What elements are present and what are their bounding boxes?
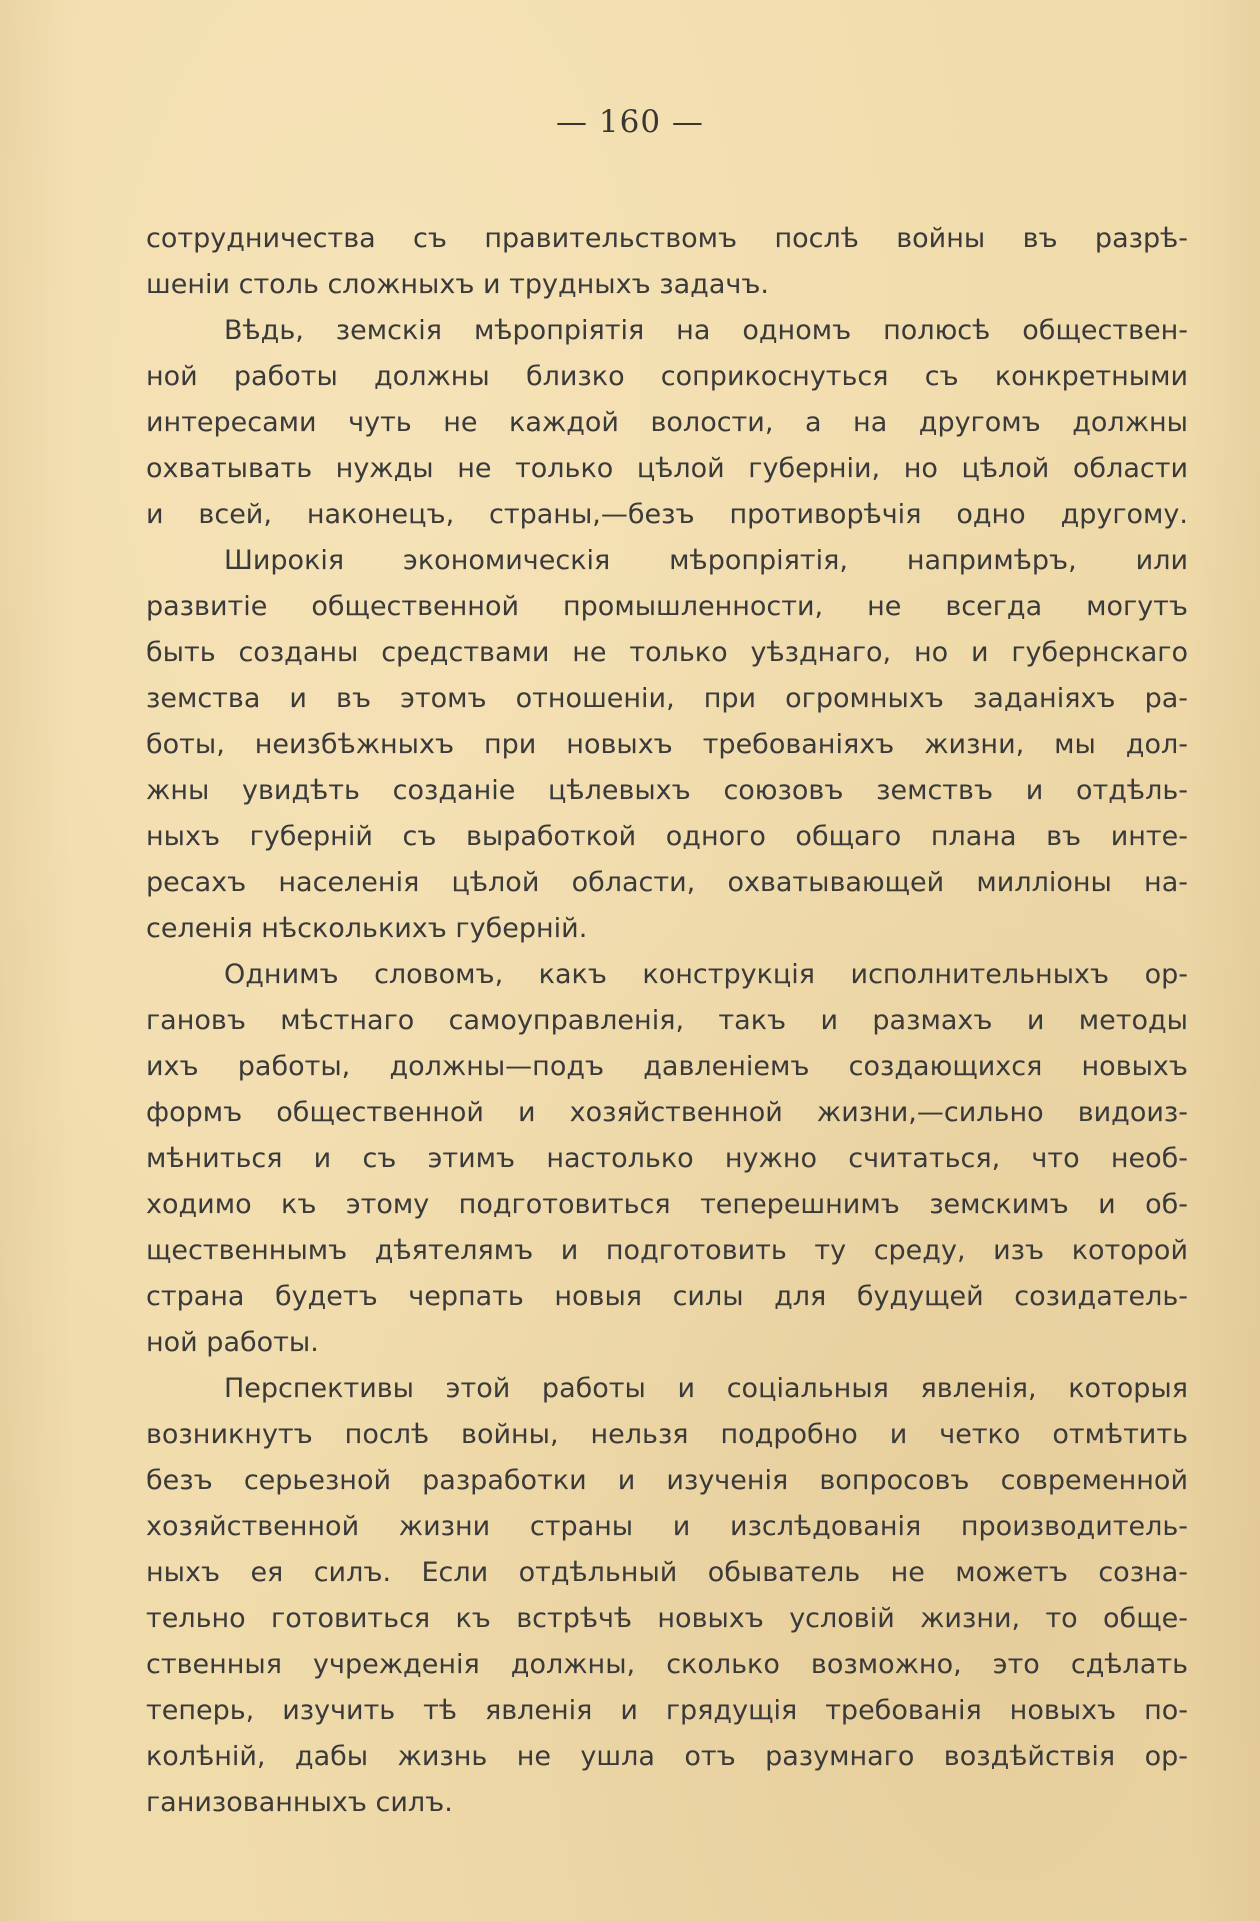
paragraph <box>146 538 1188 952</box>
text-line: Широкія экономическія мѣропріятія, напримѣръ, или <box>224 545 1188 576</box>
text-line: ресахъ населенія цѣлой области, охватывающей милліоны на- <box>146 867 1188 898</box>
text-line: ной работы должны близко соприкоснуться съ конкретными <box>146 361 1188 392</box>
text-line: шеніи столь сложныхъ и трудныхъ задачъ. <box>146 269 769 300</box>
text-line: страна будетъ черпать новыя силы для будущей созидатель- <box>146 1281 1188 1312</box>
text-line: ходимо къ этому подготовиться теперешнимъ земскимъ и об- <box>146 1189 1188 1220</box>
text-line: жны увидѣть созданіе цѣлевыхъ союзовъ земствъ и отдѣль- <box>146 775 1188 806</box>
text-line: Однимъ словомъ, какъ конструкція исполнительныхъ ор- <box>224 959 1188 990</box>
text-line: безъ серьезной разработки и изученія вопросовъ современной <box>146 1465 1188 1496</box>
text-line: Вѣдь, земскія мѣропріятія на одномъ полюсѣ обществен- <box>224 315 1188 346</box>
text-line: гановъ мѣстнаго самоуправленія, такъ и размахъ и методы <box>146 1005 1188 1036</box>
body-text <box>146 216 1188 1826</box>
text-line: хозяйственной жизни страны и изслѣдованія производитель- <box>146 1511 1188 1542</box>
text-line: земства и въ этомъ отношеніи, при огромныхъ заданіяхъ ра- <box>146 683 1188 714</box>
text-line: ганизованныхъ силъ. <box>146 1787 453 1818</box>
text-line: развитіе общественной промышленности, не всегда могутъ <box>146 591 1188 622</box>
text-line: ной работы. <box>146 1327 319 1358</box>
paragraph <box>146 1366 1188 1826</box>
text-line: ихъ работы, должны—подъ давленіемъ создающихся новыхъ <box>146 1051 1188 1082</box>
text-line: теперь, изучить тѣ явленія и грядущія требованія новыхъ по- <box>146 1695 1188 1726</box>
text-line: ныхъ ея силъ. Если отдѣльный обыватель не можетъ созна- <box>146 1557 1188 1588</box>
text-line: колѣній, дабы жизнь не ушла отъ разумнаго воздѣйствія ор- <box>146 1741 1188 1772</box>
text-line: ственныя учрежденія должны, сколько возможно, это сдѣлать <box>146 1649 1188 1680</box>
text-line: быть созданы средствами не только уѣзднаго, но и губернскаго <box>146 637 1188 668</box>
text-line: Перспективы этой работы и соціальныя явленія, которыя <box>224 1373 1188 1404</box>
paragraph <box>146 952 1188 1366</box>
text-line: щественнымъ дѣятелямъ и подготовить ту среду, изъ которой <box>146 1235 1188 1266</box>
text-line: ныхъ губерній съ выработкой одного общаго плана въ инте- <box>146 821 1188 852</box>
text-line: возникнутъ послѣ войны, нельзя подробно и четко отмѣтить <box>146 1419 1188 1450</box>
text-line: мѣниться и съ этимъ настолько нужно считаться, что необ- <box>146 1143 1188 1174</box>
text-line: сотрудничества съ правительствомъ послѣ войны въ разрѣ- <box>146 223 1188 254</box>
page-number: — 160 — <box>556 104 704 140</box>
text-line: охватывать нужды не только цѣлой губерніи, но цѣлой области <box>146 453 1188 484</box>
paragraph <box>146 308 1188 538</box>
text-line: селенія нѣсколькихъ губерній. <box>146 913 588 944</box>
text-line: формъ общественной и хозяйственной жизни,—сильно видоиз- <box>146 1097 1188 1128</box>
text-line: и всей, наконецъ, страны,—безъ противорѣчія одно другому. <box>146 499 1188 530</box>
text-line: интересами чуть не каждой волости, а на другомъ должны <box>146 407 1188 438</box>
text-line: тельно готовиться къ встрѣчѣ новыхъ условій жизни, то обще- <box>146 1603 1188 1634</box>
paragraph <box>146 216 1188 308</box>
text-line: боты, неизбѣжныхъ при новыхъ требованіяхъ жизни, мы дол- <box>146 729 1188 760</box>
